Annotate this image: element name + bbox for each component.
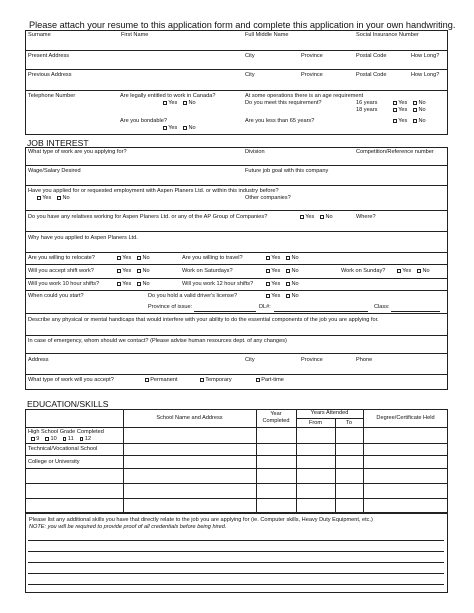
legally-entitled-label: Are legally entitled to work in Canada? <box>120 93 216 99</box>
to-col-header: To <box>346 420 352 426</box>
legally-entitled-options <box>163 100 196 107</box>
telephone-label: Telephone Number <box>28 93 76 99</box>
surname-label: Surname <box>28 32 51 38</box>
province-label-2: Province <box>301 72 323 78</box>
travel-yes-checkbox[interactable] <box>266 256 270 260</box>
no-text: No <box>422 268 430 274</box>
twelve-hour-label: Will you work 12 hour shifts? <box>182 281 254 287</box>
sin-label: Social Insurance Number <box>356 32 419 38</box>
skills-line-4[interactable] <box>28 573 444 574</box>
form-instructions-header: Please attach your resume to this application form and complete this application in your own handwriting. <box>29 20 456 30</box>
year-col-header: Year <box>270 411 282 417</box>
saturdays-yes-checkbox[interactable] <box>266 269 270 273</box>
emergency-contact-input-area[interactable] <box>28 345 445 352</box>
why-applied-input-area[interactable] <box>28 242 445 251</box>
bondable-yes-checkbox[interactable] <box>163 126 167 130</box>
handicaps-label: Describe any physical or mental handicaps that would interfere with your ability to do the essential components of the job you are applying for. <box>28 317 379 323</box>
sunday-label: Work on Sunday? <box>341 268 386 274</box>
name-fields-input-area[interactable] <box>28 39 445 49</box>
license-yes-checkbox[interactable] <box>266 294 270 298</box>
high-school-label: High School Grade Completed <box>28 429 104 435</box>
yes-text: Yes <box>305 214 315 220</box>
school-name-col-header: School Name and Address <box>156 415 223 421</box>
yes-text: Yes <box>398 107 408 113</box>
travel-label: Are you willing to travel? <box>182 255 243 261</box>
grade-12-checkbox[interactable] <box>80 437 84 441</box>
type-of-work-label: What type of work are you applying for? <box>28 149 127 155</box>
yes-text: Yes <box>398 100 408 106</box>
travel-options <box>266 255 299 262</box>
yes-text: Yes <box>271 255 281 261</box>
bondable-options <box>163 125 196 132</box>
shift-work-no-checkbox[interactable] <box>137 269 141 273</box>
relocate-options <box>117 255 150 262</box>
full-middle-name-label: Full Middle Name <box>245 32 289 38</box>
permanent-checkbox[interactable] <box>145 378 149 382</box>
applied-before-yes-checkbox[interactable] <box>37 196 41 200</box>
no-text: No <box>291 281 299 287</box>
yes-text: Yes <box>168 100 178 106</box>
temporary-checkbox[interactable] <box>200 378 204 382</box>
travel-no-checkbox[interactable] <box>286 256 290 260</box>
saturdays-no-checkbox[interactable] <box>286 269 290 273</box>
postal-code-label-2: Postal Code <box>356 72 387 78</box>
age-18-no-checkbox[interactable] <box>413 108 417 112</box>
relocate-yes-checkbox[interactable] <box>117 256 121 260</box>
province-of-issue-field[interactable] <box>194 311 256 312</box>
permanent-text: Permanent <box>150 377 178 383</box>
yes-text: Yes <box>122 255 132 261</box>
part-time-option <box>256 377 284 384</box>
credentials-note: NOTE: you will be required to provide proof of all credentials before being hired. <box>29 524 227 530</box>
relocate-label: Are you willing to relocate? <box>28 255 95 261</box>
type-of-work-input-area[interactable] <box>28 156 445 164</box>
previous-address-input-area[interactable] <box>28 79 445 89</box>
how-long-label: How Long? <box>411 53 440 59</box>
age-18-options <box>393 107 426 114</box>
age-16-label: 16 years <box>356 100 378 106</box>
age-18-yes-checkbox[interactable] <box>393 108 397 112</box>
how-long-label-2: How Long? <box>411 72 440 78</box>
college-label: College or University <box>28 459 80 465</box>
part-time-text: Part-time <box>261 377 284 383</box>
bondable-label: Are you bondable? <box>120 118 167 124</box>
relatives-yes-checkbox[interactable] <box>300 215 304 219</box>
under-65-options <box>393 118 426 125</box>
license-options <box>266 293 299 300</box>
where-label: Where? <box>356 214 376 220</box>
sunday-no-checkbox[interactable] <box>417 269 421 273</box>
no-text: No <box>142 268 150 274</box>
applied-before-label: Have you applied for or requested employment with Aspen Planers Ltd. or within this industry before? <box>28 188 279 194</box>
relatives-label: Do you have any relatives working for Aspen Planers Ltd. or any of the AP Group of Companies? <box>28 214 268 220</box>
previous-address-label: Previous Address <box>28 72 72 78</box>
relatives-no-checkbox[interactable] <box>320 215 324 219</box>
yes-text: Yes <box>271 293 281 299</box>
relocate-no-checkbox[interactable] <box>137 256 141 260</box>
applied-before-options <box>37 195 70 202</box>
division-label: Division <box>245 149 265 155</box>
other-companies-label: Other companies? <box>245 195 291 201</box>
no-text: No <box>418 100 426 106</box>
dl-number-field[interactable] <box>274 311 368 312</box>
yes-text: Yes <box>398 118 408 124</box>
applied-before-no-checkbox[interactable] <box>57 196 61 200</box>
emergency-address-label: Address <box>28 357 49 363</box>
province-label: Province <box>301 53 323 59</box>
province-of-issue-label: Province of issue: <box>148 304 193 310</box>
no-text: No <box>418 118 426 124</box>
competition-label: Competition/Reference number <box>356 149 434 155</box>
no-text: No <box>188 100 196 106</box>
age-16-no-checkbox[interactable] <box>413 101 417 105</box>
part-time-checkbox[interactable] <box>256 378 260 382</box>
yes-text: Yes <box>271 268 281 274</box>
grade-11-checkbox[interactable] <box>63 437 67 441</box>
under-65-yes-checkbox[interactable] <box>393 119 397 123</box>
education-heading: EDUCATION/SKILLS <box>27 399 109 409</box>
permanent-option <box>145 377 178 384</box>
city-label: City <box>245 53 255 59</box>
from-col-header: From <box>308 420 323 426</box>
twelve-hour-yes-checkbox[interactable] <box>266 282 270 286</box>
dl-number-label: DL#: <box>259 304 271 310</box>
yes-text: Yes <box>122 281 132 287</box>
class-label: Class: <box>374 304 390 310</box>
saturdays-options <box>266 268 299 275</box>
handicaps-input-area[interactable] <box>28 324 445 334</box>
bondable-no-checkbox[interactable] <box>183 126 187 130</box>
no-text: No <box>418 107 426 113</box>
age-16-options <box>393 100 426 107</box>
license-no-checkbox[interactable] <box>286 294 290 298</box>
emergency-province-label: Province <box>301 357 323 363</box>
yes-text: Yes <box>168 125 178 131</box>
legally-yes-checkbox[interactable] <box>163 101 167 105</box>
no-text: No <box>62 195 70 201</box>
age-requirement-label: At some operations there is an age requirement <box>245 93 364 99</box>
grade-12-text: 12 <box>84 436 92 442</box>
age-18-label: 18 years <box>356 107 378 113</box>
no-text: No <box>291 268 299 274</box>
no-text: No <box>142 255 150 261</box>
ten-hour-label: Will you work 10 hour shifts? <box>28 281 100 287</box>
temporary-text: Temporary <box>205 377 232 383</box>
class-field[interactable] <box>391 311 440 312</box>
first-name-label: First Name <box>121 32 149 38</box>
emergency-contact-label: In case of emergency, whom should we contact? (Please advise human resources dept. of any changes) <box>28 338 287 344</box>
no-text: No <box>325 214 333 220</box>
grade-9-text: 9 <box>36 436 40 442</box>
skills-instructions: Please list any additional skills you have that directly relate to the job you are applying for (ie. Computer skills, Heavy Duty Equipment, etc.) <box>29 517 373 523</box>
start-date-label: When could you start? <box>28 293 84 299</box>
grade-9-checkbox[interactable] <box>31 437 35 441</box>
saturdays-label: Work on Saturdays? <box>182 268 233 274</box>
accept-type-label: What type of work will you accept? <box>28 377 114 383</box>
present-address-input-area[interactable] <box>28 60 445 68</box>
degree-col-header: Degree/Certificate Held <box>376 415 435 421</box>
ten-hour-yes-checkbox[interactable] <box>117 282 121 286</box>
ten-hour-no-checkbox[interactable] <box>137 282 141 286</box>
grade-options <box>31 436 91 443</box>
yes-text: Yes <box>271 281 281 287</box>
grade-11-text: 11 <box>67 436 74 442</box>
under-65-label: Are you less than 65 years? <box>245 118 315 124</box>
skills-line-2[interactable] <box>28 551 444 552</box>
technical-school-label: Technical/Vocational School <box>28 446 98 452</box>
wage-label: Wage/Salary Desired <box>28 168 81 174</box>
emergency-phone-label: Phone <box>356 357 373 363</box>
completed-col-header: Completed <box>262 418 290 424</box>
under-65-no-checkbox[interactable] <box>413 119 417 123</box>
yes-text: Yes <box>122 268 132 274</box>
why-applied-label: Why have you applied to Aspen Planers Ltd. <box>28 235 138 241</box>
no-text: No <box>188 125 196 131</box>
postal-code-label: Postal Code <box>356 53 387 59</box>
twelve-hour-options <box>266 281 299 288</box>
temporary-option <box>200 377 232 384</box>
no-text: No <box>291 255 299 261</box>
relatives-options <box>300 214 333 221</box>
present-address-label: Present Address <box>28 53 70 59</box>
skills-line-5[interactable] <box>28 584 444 585</box>
shift-work-yes-checkbox[interactable] <box>117 269 121 273</box>
shift-work-options <box>117 268 150 275</box>
yes-text: Yes <box>42 195 52 201</box>
age-requirement-question: Do you meet this requirement? <box>245 100 322 106</box>
no-text: No <box>291 293 299 299</box>
legally-no-checkbox[interactable] <box>183 101 187 105</box>
no-text: No <box>142 281 150 287</box>
years-attended-col-header: Years Attended <box>310 410 349 416</box>
grade-10-checkbox[interactable] <box>45 437 49 441</box>
twelve-hour-no-checkbox[interactable] <box>286 282 290 286</box>
ten-hour-options <box>117 281 150 288</box>
grade-10-text: 10 <box>50 436 57 442</box>
job-interest-heading: JOB INTEREST <box>27 138 89 148</box>
wage-input-area[interactable] <box>28 175 445 184</box>
yes-text: Yes <box>402 268 412 274</box>
sunday-options <box>397 268 430 275</box>
sunday-yes-checkbox[interactable] <box>397 269 401 273</box>
future-goal-label: Future job goal with this company <box>245 168 329 174</box>
skills-line-3[interactable] <box>28 562 444 563</box>
city-label-2: City <box>245 72 255 78</box>
age-16-yes-checkbox[interactable] <box>393 101 397 105</box>
emergency-city-label: City <box>245 357 255 363</box>
skills-line-1[interactable] <box>28 540 444 541</box>
shift-work-label: Will you accept shift work? <box>28 268 94 274</box>
license-label: Do you hold a valid driver's license? <box>148 293 238 299</box>
